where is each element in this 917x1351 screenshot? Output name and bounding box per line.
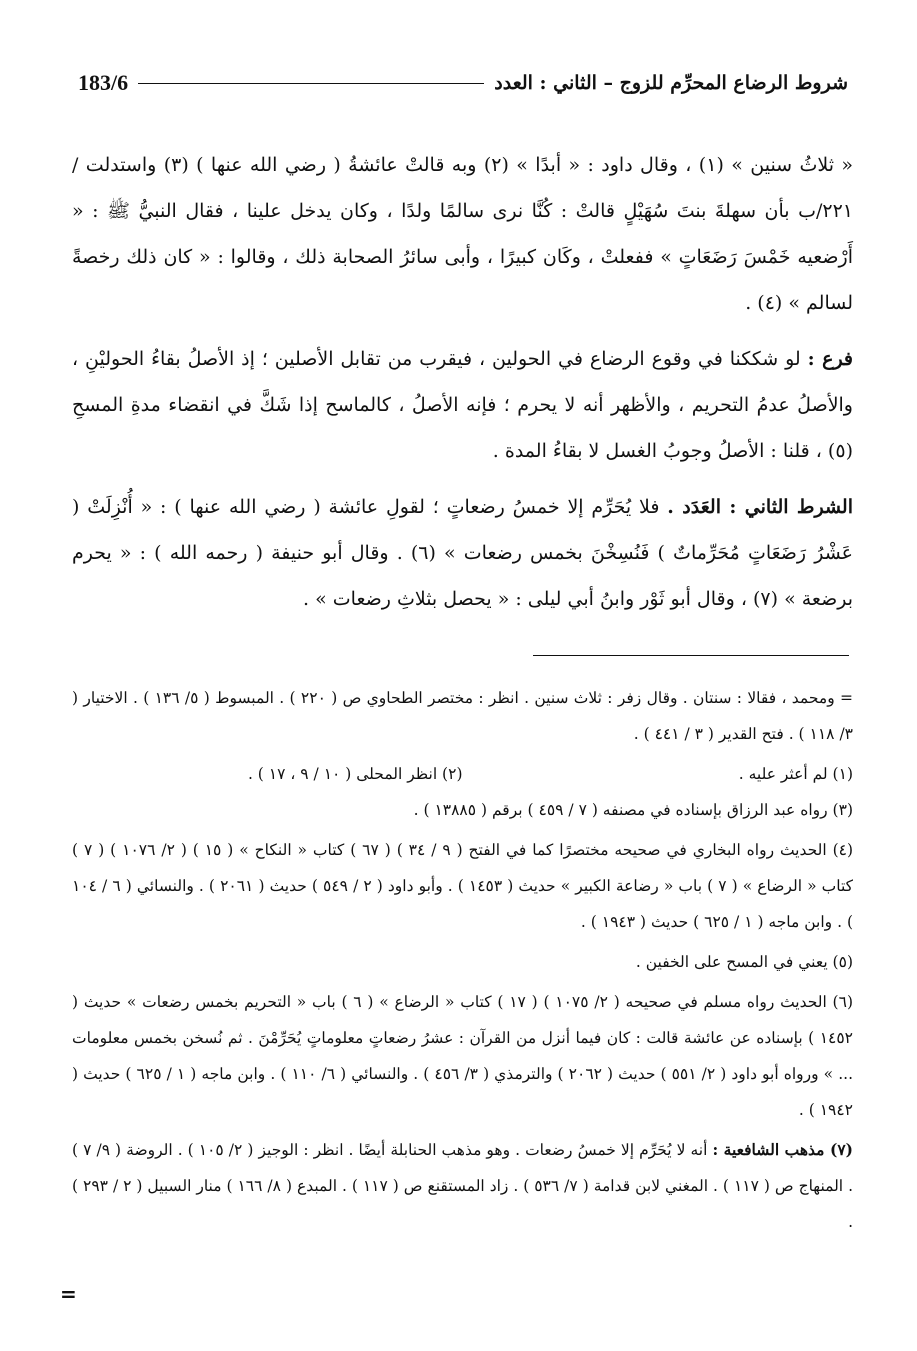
- paragraph-1: « ثلاثُ سنين » (١) ، وقال داود : « أبدًا » (٢) وبه قالتْ عائشةُ ( رضي الله عنها ) (٣) واستدلت / ٢٢١/ب بأن سهلةَ بنتَ سُهَيْلٍ قالتْ : كُنَّا نرى سالمًا ولدًا ، وكان يدخل علينا ، فقال النبيُّ ﷺ : « أَرْضعيه خَمْسَ رَضَعَاتٍ » ففعلتْ ، وكَان كبيرًا ، وأبى سائرُ الصحابة ذلك ، وقالوا : « كان ذلك رخصةً لسالم » (٤) .: [72, 154, 853, 314]
- footnote-7-heading: (٧) مذهب الشافعية :: [712, 1140, 853, 1159]
- paragraph-3: [72, 484, 853, 622]
- footnote-pair: [72, 756, 853, 792]
- running-header: [78, 70, 848, 96]
- paragraph-2: [72, 336, 853, 474]
- footnote-5: (٥) يعني في المسح على الخفين .: [635, 953, 853, 971]
- paragraph-2-heading: فرع :: [807, 348, 854, 370]
- paragraph-2-body: لو شككنا في وقوع الرضاع في الحولين ، فيقرب من تقابل الأصلين ؛ إذ الأصلُ بقاءُ الحوليْنِ ، والأصلُ عدمُ التحريم ، والأظهر أنه لا يحرم ؛ فإنه الأصلُ ، كالماسح إذا شَكَّ في انقضاء مدةِ المسحِ (٥) ، قلنا : الأصلُ وجوبُ الغسل لا بقاءُ المدة .: [72, 348, 853, 462]
- footnote-4: (٤) الحديث رواه البخاري في صحيحه مختصرًا كما في الفتح ( ٩ / ٣٤ ) ( ٦٧ ) كتاب « النكاح » ( ١٥ ) ( ٢/ ١٠٧٦ ) ( ٧ ) كتاب « الرضاع » ( ٧ ) باب « رضاعة الكبير » حديث ( ١٤٥٣ ) . وأبو داود ( ٢ / ٥٤٩ ) حديث ( ٢٠٦١ ) . والنسائي ( ٦ / ١٠٤ ) . وابن ماجه ( ١ / ٦٢٥ ) حديث ( ١٩٤٣ ) .: [72, 841, 854, 931]
- footnote-6: (٦) الحديث رواه مسلم في صحيحه ( ٢/ ١٠٧٥ ) ( ١٧ ) كتاب « الرضاع » ( ٦ ) باب « التحريم بخمس رضعات » حديث ( ١٤٥٢ ) بإسناده عن عائشة قالت : كان فيما أنزل من القرآن : عشرُ رضعاتٍ معلوماتٍ يُحَرِّمْنَ . ثم نُسخن بخمس معلومات ... » ورواه أبو داود ( ٢/ ٥٥١ ) حديث ( ٢٠٦٢ ) والترمذي ( ٣/ ٤٥٦ ) . والنسائي ( ٦/ ١١٠ ) . وابن ماجه ( ١ / ٦٢٥ ) حديث ( ١٩٤٢ ) .: [72, 993, 854, 1119]
- main-text: [72, 142, 853, 632]
- footnote-2: (٢) انظر المحلى ( ١٠ / ٩ ، ١٧ ) .: [247, 765, 463, 783]
- paragraph-3-heading: الشرط الثاني : العَدَد .: [667, 496, 853, 518]
- footnotes: [72, 680, 853, 1244]
- continuation-mark: =: [60, 1282, 77, 1306]
- footnote-1: (١) لم أعثر عليه .: [738, 765, 853, 783]
- footnote-divider: [533, 655, 849, 656]
- footnote-3: (٣) رواه عبد الرزاق بإسناده في مصنفه ( ٧ / ٤٥٩ ) برقم ( ١٣٨٨٥ ) .: [413, 801, 853, 819]
- page-number: 183/6: [78, 70, 129, 95]
- header-rule: [138, 83, 484, 84]
- paragraph-3-body: فلا يُحَرِّم إلا خمسُ رضعاتٍ ؛ لقولِ عائشة ( رضي الله عنها ) : « أُنْزِلَتْ ( عَشْرُ رَضَعَاتٍ مُحَرِّماتٌ ) فَنُسِخْنَ بخمس رضعات » (٦) . وقال أبو حنيفة ( رحمه الله ) : « يحرم برضعة » (٧) ، وقال أبو ثَوْر وابنُ أبي ليلى : « يحصل بثلاثِ رضعات » .: [72, 496, 853, 610]
- header-title: شروط الرضاع المحرِّم للزوج – الثاني : العدد: [494, 72, 848, 94]
- footnote-7: [72, 1132, 853, 1240]
- footnote-7-body: أنه لا يُحَرِّم إلا خمسُ رضعات . وهو مذهب الحنابلة أيضًا . انظر : الوجيز ( ٢/ ١٠٥ ) . الروضة ( ٩/ ٧ ) . المنهاج ص ( ١١٧ ) . المغني لابن قدامة ( ٧/ ٥٣٦ ) . زاد المستقنع ص ( ١١٧ ) . المبدع ( ٨/ ١٦٦ ) منار السبيل ( ٢ / ٢٩٣ ) .: [72, 1141, 853, 1231]
- footnote-continuation: = ومحمد ، فقالا : سنتان . وقال زفر : ثلاث سنين . انظر : مختصر الطحاوي ص ( ٢٢٠ ) . المبسوط ( ٥/ ١٣٦ ) . الاختيار ( ٣/ ١١٨ ) . فتح القدير ( ٣ / ٤٤١ ) .: [72, 689, 853, 743]
